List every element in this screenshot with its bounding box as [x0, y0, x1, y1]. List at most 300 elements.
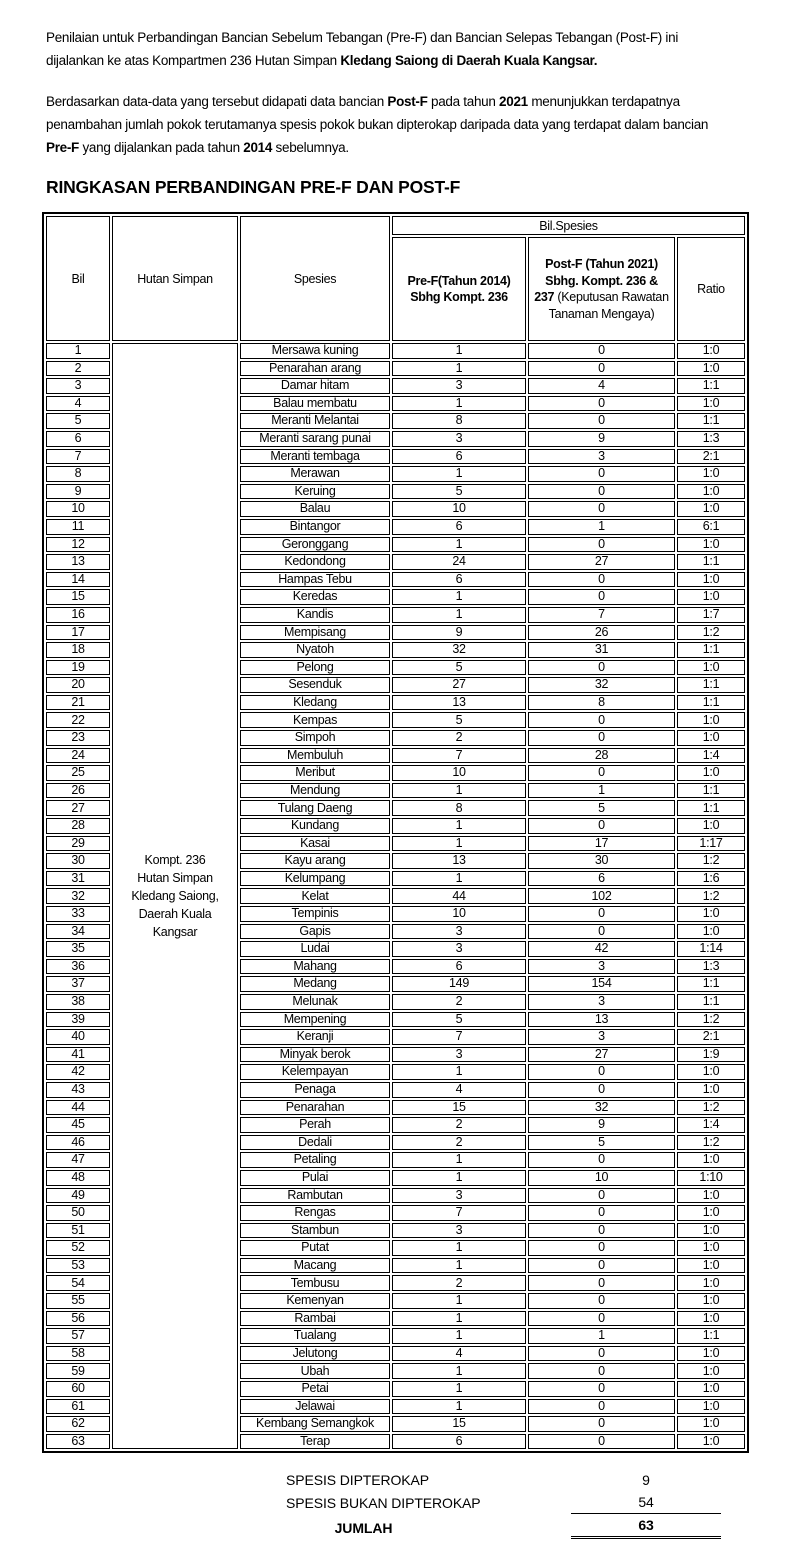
pre-f-cell: 3 [392, 378, 526, 394]
post-f-cell: 27 [528, 1047, 675, 1063]
ratio-cell: 1:3 [677, 431, 745, 447]
spesies-cell: Melunak [240, 994, 390, 1010]
pre-f-cell: 13 [392, 853, 526, 869]
spesies-cell: Kayu arang [240, 853, 390, 869]
pre-f-cell: 13 [392, 695, 526, 711]
hutan-simpan-cell: Kompt. 236 Hutan Simpan Kledang Saiong, Daerah Kuala Kangsar [112, 343, 238, 1449]
p1-line2-bold: Kledang Saiong di Daerah Kuala Kangsar. [340, 53, 598, 68]
spesies-cell: Nyatoh [240, 642, 390, 658]
bil-cell: 50 [46, 1205, 110, 1221]
p1-line1: Penilaian untuk Perbandingan Bancian Sebelum Tebangan (Pre-F) dan Bancian Selepas Tebangan (Post-F) ini [46, 30, 679, 45]
post-f-cell: 0 [528, 1293, 675, 1309]
pre-f-cell: 5 [392, 1012, 526, 1028]
post-f-cell: 3 [528, 449, 675, 465]
spesies-cell: Pulai [240, 1170, 390, 1186]
pre-f-cell: 2 [392, 994, 526, 1010]
ratio-cell: 1:0 [677, 1082, 745, 1098]
bil-cell: 43 [46, 1082, 110, 1098]
ratio-cell: 1:0 [677, 730, 745, 746]
pre-f-cell: 27 [392, 677, 526, 693]
bil-cell: 18 [46, 642, 110, 658]
bil-cell: 53 [46, 1258, 110, 1274]
pre-f-cell: 1 [392, 1258, 526, 1274]
bil-cell: 61 [46, 1399, 110, 1415]
bil-cell: 34 [46, 924, 110, 940]
bil-cell: 54 [46, 1275, 110, 1291]
pre-f-cell: 3 [392, 1047, 526, 1063]
ratio-cell: 1:0 [677, 1346, 745, 1362]
summary-value: 9 [642, 1472, 650, 1489]
spesies-cell: Jelawai [240, 1399, 390, 1415]
spesies-cell: Sesenduk [240, 677, 390, 693]
pre-f-cell: 9 [392, 625, 526, 641]
p1-line2: dijalankan ke atas Kompartmen 236 Hutan Simpan [46, 53, 341, 68]
post-f-cell: 9 [528, 431, 675, 447]
bil-cell: 8 [46, 466, 110, 482]
post-f-cell: 30 [528, 853, 675, 869]
post-f-cell: 0 [528, 1416, 675, 1432]
post-f-cell: 3 [528, 1029, 675, 1045]
spesies-cell: Petai [240, 1381, 390, 1397]
ratio-cell: 1:2 [677, 853, 745, 869]
pre-f-cell: 6 [392, 449, 526, 465]
bil-cell: 51 [46, 1223, 110, 1239]
bil-cell: 4 [46, 396, 110, 412]
ratio-cell: 1:0 [677, 1293, 745, 1309]
spesies-cell: Rengas [240, 1205, 390, 1221]
post-f-cell: 0 [528, 1346, 675, 1362]
bil-cell: 60 [46, 1381, 110, 1397]
spesies-cell: Perah [240, 1117, 390, 1133]
bil-cell: 17 [46, 625, 110, 641]
pre-f-cell: 1 [392, 871, 526, 887]
summary-block [286, 1469, 764, 1539]
bil-cell: 63 [46, 1434, 110, 1450]
pre-f-cell: 6 [392, 959, 526, 975]
ratio-cell: 1:1 [677, 783, 745, 799]
spesies-cell: Kledang [240, 695, 390, 711]
summary-label: SPESIS BUKAN DIPTEROKAP [286, 1495, 481, 1512]
bil-cell: 37 [46, 976, 110, 992]
spesies-cell: Ubah [240, 1363, 390, 1379]
pre-f-cell: 1 [392, 1293, 526, 1309]
post-f-cell: 5 [528, 800, 675, 816]
spesies-cell: Hampas Tebu [240, 572, 390, 588]
spesies-cell: Pelong [240, 660, 390, 676]
post-f-cell: 0 [528, 484, 675, 500]
bil-cell: 55 [46, 1293, 110, 1309]
pre-f-cell: 1 [392, 1363, 526, 1379]
bil-cell: 57 [46, 1328, 110, 1344]
pre-f-cell: 1 [392, 1311, 526, 1327]
pre-f-cell: 1 [392, 1152, 526, 1168]
pre-f-cell: 2 [392, 1275, 526, 1291]
spesies-cell: Medang [240, 976, 390, 992]
pre-f-cell: 6 [392, 1434, 526, 1450]
ratio-cell: 1:0 [677, 589, 745, 605]
bil-cell: 59 [46, 1363, 110, 1379]
spesies-cell: Gapis [240, 924, 390, 940]
ratio-cell: 1:1 [677, 642, 745, 658]
post-f-cell: 0 [528, 660, 675, 676]
pre-f-cell: 149 [392, 976, 526, 992]
pre-f-cell: 7 [392, 1029, 526, 1045]
pre-f-cell: 5 [392, 484, 526, 500]
bil-cell: 31 [46, 871, 110, 887]
summary-jumlah-row [286, 1514, 764, 1539]
intro-paragraph-2: Berdasarkan data-data yang tersebut didapati data bancian Post-F pada tahun 2021 menunjukkan terdapatnya penambahan jumlah pokok terutamanya spesis pokok bukan dipterokap daripada data yang terdapat dalam bancian Pre-F yang dijalankan pada tahun 2014 sebelumnya. [46, 94, 709, 155]
bil-cell: 52 [46, 1240, 110, 1256]
spesies-cell: Stambun [240, 1223, 390, 1239]
post-f-cell: 102 [528, 888, 675, 904]
spesies-cell: Tualang [240, 1328, 390, 1344]
post-f-cell: 0 [528, 361, 675, 377]
ratio-cell: 1:0 [677, 1363, 745, 1379]
post-f-cell: 0 [528, 765, 675, 781]
spesies-cell: Mersawa kuning [240, 343, 390, 359]
ratio-cell: 1:0 [677, 924, 745, 940]
spesies-cell: Putat [240, 1240, 390, 1256]
bil-cell: 7 [46, 449, 110, 465]
bil-cell: 47 [46, 1152, 110, 1168]
spesies-cell: Macang [240, 1258, 390, 1274]
col-hutan-simpan-header: Hutan Simpan [112, 216, 238, 341]
bil-cell: 27 [46, 800, 110, 816]
spesies-cell: Simpoh [240, 730, 390, 746]
pre-f-cell: 1 [392, 607, 526, 623]
spesies-cell: Kelumpang [240, 871, 390, 887]
ratio-cell: 1:0 [677, 818, 745, 834]
pre-f-cell: 6 [392, 519, 526, 535]
spesies-cell: Tulang Daeng [240, 800, 390, 816]
spesies-cell: Keranji [240, 1029, 390, 1045]
pre-f-cell: 24 [392, 554, 526, 570]
post-f-cell: 0 [528, 1275, 675, 1291]
post-f-header: Post-F (Tahun 2021) Sbhg. Kompt. 236 & 237 (Keputusan Rawatan Tanaman Mengaya) [528, 237, 675, 341]
bil-cell: 58 [46, 1346, 110, 1362]
summary-dipterokap-row [286, 1469, 764, 1491]
bil-cell: 22 [46, 712, 110, 728]
post-f-cell: 0 [528, 1311, 675, 1327]
post-f-cell: 0 [528, 1082, 675, 1098]
pre-f-cell: 1 [392, 361, 526, 377]
bil-cell: 11 [46, 519, 110, 535]
post-f-cell: 0 [528, 1434, 675, 1450]
pre-f-cell: 3 [392, 941, 526, 957]
pre-f-cell: 3 [392, 924, 526, 940]
summary-value: 54 [571, 1491, 721, 1514]
post-f-cell: 0 [528, 818, 675, 834]
post-f-cell: 3 [528, 994, 675, 1010]
ratio-cell: 1:0 [677, 1205, 745, 1221]
spesies-cell: Rambutan [240, 1188, 390, 1204]
ratio-cell: 2:1 [677, 1029, 745, 1045]
bil-cell: 44 [46, 1100, 110, 1116]
spesies-cell: Penarahan arang [240, 361, 390, 377]
spesies-cell: Bintangor [240, 519, 390, 535]
ratio-cell: 1:0 [677, 906, 745, 922]
post-f-cell: 10 [528, 1170, 675, 1186]
ratio-cell: 1:0 [677, 765, 745, 781]
post-f-cell: 0 [528, 466, 675, 482]
spesies-cell: Damar hitam [240, 378, 390, 394]
pre-f-cell: 1 [392, 1064, 526, 1080]
bil-cell: 29 [46, 836, 110, 852]
ratio-cell: 1:17 [677, 836, 745, 852]
bil-cell: 24 [46, 748, 110, 764]
ratio-cell: 1:0 [677, 501, 745, 517]
spesies-cell: Meribut [240, 765, 390, 781]
pre-f-cell: 15 [392, 1100, 526, 1116]
pre-f-cell: 1 [392, 1328, 526, 1344]
pre-f-cell: 5 [392, 660, 526, 676]
spesies-cell: Petaling [240, 1152, 390, 1168]
spesies-cell: Kasai [240, 836, 390, 852]
bil-cell: 30 [46, 853, 110, 869]
ratio-cell: 1:0 [677, 343, 745, 359]
pre-f-cell: 32 [392, 642, 526, 658]
ratio-cell: 1:0 [677, 1275, 745, 1291]
ratio-cell: 1:2 [677, 1135, 745, 1151]
species-tbody [46, 343, 745, 1449]
spesies-cell: Membuluh [240, 748, 390, 764]
spesies-cell: Kempas [240, 712, 390, 728]
spesies-cell: Ludai [240, 941, 390, 957]
pre-f-cell: 7 [392, 748, 526, 764]
pre-f-cell: 2 [392, 1135, 526, 1151]
post-f-cell: 0 [528, 730, 675, 746]
bil-cell: 26 [46, 783, 110, 799]
spesies-cell: Minyak berok [240, 1047, 390, 1063]
post-f-cell: 27 [528, 554, 675, 570]
post-f-cell: 0 [528, 1363, 675, 1379]
post-f-cell: 9 [528, 1117, 675, 1133]
pre-f-cell: 5 [392, 712, 526, 728]
ratio-cell: 1:0 [677, 1223, 745, 1239]
pre-f-cell: 1 [392, 343, 526, 359]
spesies-cell: Geronggang [240, 537, 390, 553]
section-heading: RINGKASAN PERBANDINGAN PRE-F DAN POST-F [46, 177, 461, 197]
pre-f-cell: 6 [392, 572, 526, 588]
pre-f-cell: 10 [392, 501, 526, 517]
ratio-header: Ratio [677, 237, 745, 341]
post-f-cell: 0 [528, 413, 675, 429]
spesies-cell: Meranti Melantai [240, 413, 390, 429]
bil-cell: 46 [46, 1135, 110, 1151]
ratio-cell: 1:1 [677, 378, 745, 394]
post-f-cell: 0 [528, 589, 675, 605]
ratio-cell: 1:0 [677, 1416, 745, 1432]
bil-cell: 5 [46, 413, 110, 429]
post-f-cell: 3 [528, 959, 675, 975]
ratio-cell: 1:0 [677, 572, 745, 588]
table-row [46, 343, 745, 359]
post-f-cell: 0 [528, 537, 675, 553]
spesies-cell: Mempisang [240, 625, 390, 641]
ratio-cell: 1:9 [677, 1047, 745, 1063]
ratio-cell: 1:0 [677, 466, 745, 482]
bil-cell: 9 [46, 484, 110, 500]
bil-cell: 45 [46, 1117, 110, 1133]
summary-bukan-dipterokap-row [286, 1491, 764, 1514]
post-f-cell: 0 [528, 924, 675, 940]
post-f-cell: 0 [528, 1258, 675, 1274]
bil-cell: 62 [46, 1416, 110, 1432]
ratio-cell: 1:0 [677, 1188, 745, 1204]
ratio-cell: 6:1 [677, 519, 745, 535]
bil-spesies-header: Bil.Spesies [392, 216, 745, 235]
ratio-cell: 1:2 [677, 1012, 745, 1028]
spesies-cell: Balau membatu [240, 396, 390, 412]
bil-cell: 6 [46, 431, 110, 447]
spesies-cell: Kandis [240, 607, 390, 623]
post-f-cell: 13 [528, 1012, 675, 1028]
post-f-cell: 32 [528, 677, 675, 693]
ratio-cell: 1:0 [677, 396, 745, 412]
spesies-cell: Dedali [240, 1135, 390, 1151]
bil-cell: 49 [46, 1188, 110, 1204]
ratio-cell: 1:1 [677, 695, 745, 711]
spesies-cell: Balau [240, 501, 390, 517]
spesies-cell: Meranti sarang punai [240, 431, 390, 447]
post-f-cell: 0 [528, 1064, 675, 1080]
spesies-cell: Mempening [240, 1012, 390, 1028]
post-f-cell: 0 [528, 906, 675, 922]
post-f-cell: 0 [528, 1381, 675, 1397]
post-f-cell: 0 [528, 343, 675, 359]
col-bil-header: Bil [46, 216, 110, 341]
bil-cell: 40 [46, 1029, 110, 1045]
bil-cell: 23 [46, 730, 110, 746]
bil-cell: 13 [46, 554, 110, 570]
summary-label: JUMLAH [334, 1520, 393, 1537]
header-row-1 [46, 216, 745, 235]
ratio-cell: 1:0 [677, 1311, 745, 1327]
ratio-cell: 1:0 [677, 1434, 745, 1450]
spesies-cell: Kundang [240, 818, 390, 834]
spesies-cell: Tembusu [240, 1275, 390, 1291]
pre-f-header: Pre-F(Tahun 2014) Sbhg Kompt. 236 [392, 237, 526, 341]
spesies-cell: Kemenyan [240, 1293, 390, 1309]
ratio-cell: 1:1 [677, 976, 745, 992]
post-f-cell: 5 [528, 1135, 675, 1151]
bil-cell: 12 [46, 537, 110, 553]
spesies-cell: Rambai [240, 1311, 390, 1327]
ratio-cell: 1:4 [677, 748, 745, 764]
bil-cell: 19 [46, 660, 110, 676]
pre-f-cell: 2 [392, 1117, 526, 1133]
post-f-cell: 8 [528, 695, 675, 711]
pre-f-cell: 4 [392, 1082, 526, 1098]
ratio-cell: 1:2 [677, 1100, 745, 1116]
pre-f-cell: 3 [392, 1223, 526, 1239]
bil-cell: 2 [46, 361, 110, 377]
pre-f-cell: 1 [392, 818, 526, 834]
post-f-cell: 4 [528, 378, 675, 394]
pre-f-cell: 15 [392, 1416, 526, 1432]
bil-cell: 35 [46, 941, 110, 957]
bil-cell: 21 [46, 695, 110, 711]
post-f-cell: 0 [528, 1152, 675, 1168]
ratio-cell: 1:0 [677, 1064, 745, 1080]
pre-f-cell: 8 [392, 800, 526, 816]
pre-f-cell: 1 [392, 537, 526, 553]
pre-f-cell: 10 [392, 906, 526, 922]
pre-f-cell: 1 [392, 1240, 526, 1256]
ratio-cell: 1:0 [677, 1258, 745, 1274]
ratio-cell: 1:0 [677, 361, 745, 377]
pre-f-cell: 1 [392, 836, 526, 852]
bil-cell: 41 [46, 1047, 110, 1063]
pre-f-cell: 3 [392, 1188, 526, 1204]
spesies-cell: Jelutong [240, 1346, 390, 1362]
spesies-cell: Mahang [240, 959, 390, 975]
pre-f-cell: 2 [392, 730, 526, 746]
pre-f-cell: 1 [392, 1170, 526, 1186]
comparison-table [42, 212, 749, 1453]
post-f-cell: 0 [528, 712, 675, 728]
ratio-cell: 2:1 [677, 449, 745, 465]
spesies-cell: Tempinis [240, 906, 390, 922]
ratio-cell: 1:1 [677, 800, 745, 816]
summary-value: 63 [571, 1514, 721, 1539]
post-f-cell: 32 [528, 1100, 675, 1116]
post-f-cell: 17 [528, 836, 675, 852]
ratio-cell: 1:0 [677, 1381, 745, 1397]
post-f-cell: 0 [528, 1205, 675, 1221]
post-f-cell: 0 [528, 1223, 675, 1239]
bil-cell: 20 [46, 677, 110, 693]
ratio-cell: 1:4 [677, 1117, 745, 1133]
spesies-cell: Kedondong [240, 554, 390, 570]
ratio-cell: 1:1 [677, 554, 745, 570]
spesies-cell: Penarahan [240, 1100, 390, 1116]
ratio-cell: 1:0 [677, 537, 745, 553]
spesies-cell: Merawan [240, 466, 390, 482]
bil-cell: 25 [46, 765, 110, 781]
pre-f-cell: 1 [392, 783, 526, 799]
ratio-cell: 1:0 [677, 712, 745, 728]
post-f-cell: 1 [528, 783, 675, 799]
col-spesies-header: Spesies [240, 216, 390, 341]
spesies-cell: Penaga [240, 1082, 390, 1098]
ratio-cell: 1:2 [677, 625, 745, 641]
post-f-cell: 1 [528, 519, 675, 535]
post-f-cell: 42 [528, 941, 675, 957]
post-f-cell: 31 [528, 642, 675, 658]
spesies-cell: Meranti tembaga [240, 449, 390, 465]
ratio-cell: 1:6 [677, 871, 745, 887]
pre-f-cell: 10 [392, 765, 526, 781]
bil-cell: 56 [46, 1311, 110, 1327]
ratio-cell: 1:0 [677, 660, 745, 676]
spesies-cell: Kembang Semangkok [240, 1416, 390, 1432]
bil-cell: 42 [46, 1064, 110, 1080]
bil-cell: 1 [46, 343, 110, 359]
ratio-cell: 1:2 [677, 888, 745, 904]
bil-cell: 15 [46, 589, 110, 605]
ratio-cell: 1:14 [677, 941, 745, 957]
ratio-cell: 1:1 [677, 994, 745, 1010]
pre-f-cell: 1 [392, 466, 526, 482]
spesies-cell: Terap [240, 1434, 390, 1450]
pre-f-cell: 1 [392, 589, 526, 605]
post-f-cell: 0 [528, 572, 675, 588]
ratio-cell: 1:0 [677, 484, 745, 500]
post-f-cell: 6 [528, 871, 675, 887]
post-f-cell: 154 [528, 976, 675, 992]
bil-cell: 28 [46, 818, 110, 834]
